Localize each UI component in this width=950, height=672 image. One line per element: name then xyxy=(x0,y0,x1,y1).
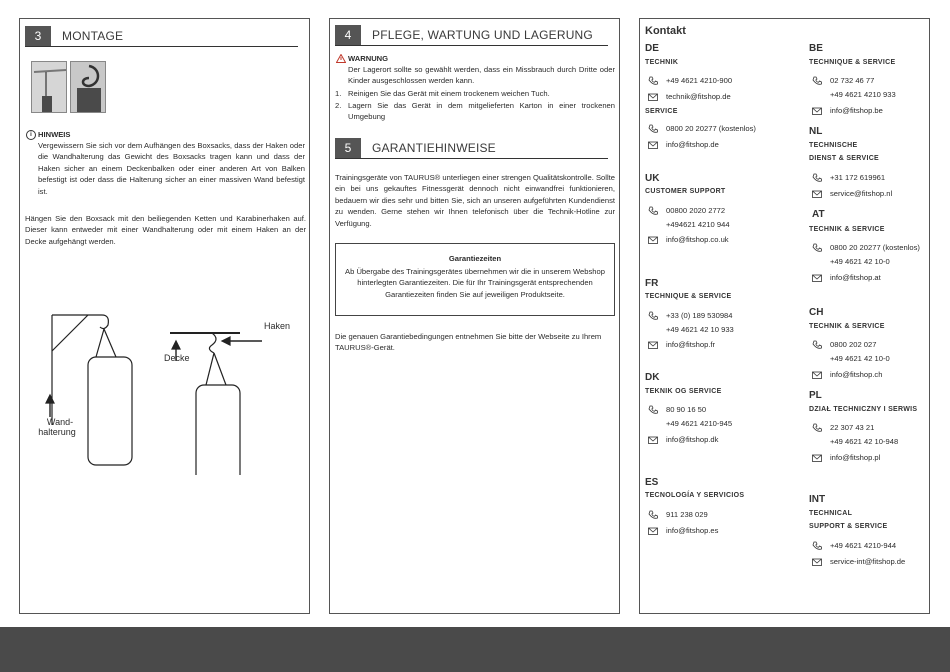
garantie-text: Trainingsgeräte von TAURUS® unterliegen einer strengen Qualitätskontrolle. Sollte ein bei uns gekauftes Fitnessgerät dennoch nicht einwandfrei funktionieren, bedauern wir dies sehr und bitten Sie, sich an unseren aufgeführten Kundendienst zu wenden. Gerne stehen wir Ihnen telefonisch über die Technik-Hotline zur Verfügung. xyxy=(335,173,615,228)
phone-icon xyxy=(648,510,658,520)
montage-panel xyxy=(19,18,310,614)
email-link[interactable]: technik@fitshop.de xyxy=(666,92,731,101)
section-title: MONTAGE xyxy=(62,29,124,43)
phone-icon xyxy=(648,405,658,415)
contact-label: SERVICE xyxy=(645,108,678,115)
phone-number[interactable]: +494621 4210 944 xyxy=(666,220,730,229)
hinweis-label: HINWEIS xyxy=(38,130,71,139)
phone-number[interactable]: 0800 20 20277 (kostenlos) xyxy=(830,243,920,252)
phone-icon xyxy=(648,311,658,321)
mail-icon xyxy=(812,370,822,380)
hinweis-text: Vergewissern Sie sich vor dem Aufhängen des Boxsacks, dass der Haken oder die Wandhalterung das Gewicht des Boxsacks tragen kann und dass der Haken sicher an einem Deckenbalken oder einer anderen Art von Balken befestigt ist oder dass die Halterung sicher an einer massiven Wand befestigt ist. xyxy=(38,141,305,196)
country-code: AT xyxy=(812,209,825,220)
garantie-box-title: Garantiezeiten xyxy=(448,254,502,263)
section-number: 5 xyxy=(335,138,361,158)
contact-label: TECHNIQUE & SERVICE xyxy=(809,59,896,66)
country-code: PL xyxy=(809,390,822,401)
label-wand: Wand- xyxy=(46,417,74,427)
country-code: INT xyxy=(809,494,826,505)
phone-number[interactable]: +49 4621 42 10 933 xyxy=(666,325,734,334)
warning-icon xyxy=(336,54,346,63)
montage-instruction: Hängen Sie den Boxsack mit den beiliegenden Ketten und Karabinerhaken auf. Dieser kann entweder mit einer Wandhalterung oder mit einem Haken an der Decke aufgehängt werden. xyxy=(25,214,306,246)
phone-icon xyxy=(812,243,822,253)
contact-label: TECHNIK & SERVICE xyxy=(809,323,885,330)
phone-icon xyxy=(812,541,822,551)
garantie-header xyxy=(335,138,608,159)
section-number: 4 xyxy=(335,25,361,45)
phone-icon xyxy=(812,340,822,350)
phone-icon xyxy=(812,76,822,86)
contact-label: DZIAŁ TECHNICZNY I SERWIS xyxy=(809,406,918,413)
country-code: CH xyxy=(809,307,824,318)
country-code: ES xyxy=(645,477,659,488)
mail-icon xyxy=(648,140,658,150)
montage-photo-2 xyxy=(70,61,106,113)
phone-number[interactable]: +49 4621 4210-945 xyxy=(666,419,733,428)
contact-panel xyxy=(639,18,930,614)
country-code: DK xyxy=(645,372,660,383)
phone-icon xyxy=(812,173,822,183)
list-item: Reinigen Sie das Gerät mit einem trockenem weichen Tuch. xyxy=(348,89,550,98)
country-code: BE xyxy=(809,43,823,54)
montage-header xyxy=(25,26,298,47)
email-link[interactable]: service-int@fitshop.de xyxy=(830,557,906,566)
mail-icon xyxy=(812,453,822,463)
contact-label: SUPPORT & SERVICE xyxy=(809,523,888,530)
contact-label: TECHNIK xyxy=(645,59,679,66)
phone-number[interactable]: +49 4621 42 10-0 xyxy=(830,354,890,363)
label-decke: Decke xyxy=(164,353,190,363)
phone-number[interactable]: 22 307 43 21 xyxy=(830,423,875,432)
garantie-box xyxy=(335,243,615,316)
footer-bar xyxy=(0,627,950,672)
mail-icon xyxy=(812,273,822,283)
contact-label: TECNOLOGÍA Y SERVICIOS xyxy=(645,492,745,499)
email-link[interactable]: service@fitshop.nl xyxy=(830,189,893,198)
contact-label: TECHNICAL xyxy=(809,510,853,517)
warning-label: WARNUNG xyxy=(348,54,389,63)
country-code: UK xyxy=(645,173,660,184)
email-link[interactable]: info@fitshop.ch xyxy=(830,370,883,379)
phone-icon xyxy=(648,124,658,134)
phone-number[interactable]: +33 (0) 189 530984 xyxy=(666,311,733,320)
contact-title: Kontakt xyxy=(645,25,686,37)
contact-label: TECHNISCHE xyxy=(809,142,858,149)
mail-icon xyxy=(812,557,822,567)
label-haken: Haken xyxy=(264,321,291,331)
mail-icon xyxy=(648,526,658,536)
phone-icon xyxy=(812,423,822,433)
contact-label: CUSTOMER SUPPORT xyxy=(645,188,726,195)
warning-text: Der Lagerort sollte so gewählt werden, dass ein Missbrauch durch Dritte oder Kinder ausgeschlossen werden kann. xyxy=(348,65,615,86)
list-item-number: 1. xyxy=(335,89,342,98)
list-item: Lagern Sie das Gerät in dem mitgelieferten Karton in einer trockenen Umgebung xyxy=(348,101,615,122)
phone-number[interactable]: +49 4621 4210 933 xyxy=(830,90,896,99)
garantie-footer-text: Die genauen Garantiebedingungen entnehmen Sie bitte der Webseite zu Ihrem TAURUS®-Gerät. xyxy=(335,332,602,353)
phone-number[interactable]: +49 4621 4210-900 xyxy=(666,76,733,85)
list-item-number: 2. xyxy=(335,101,342,110)
contact-label: TECHNIK & SERVICE xyxy=(809,226,885,233)
contact-label: TECHNIQUE & SERVICE xyxy=(645,293,732,300)
email-link[interactable]: info@fitshop.es xyxy=(666,526,719,535)
phone-number[interactable]: +49 4621 42 10-948 xyxy=(830,437,899,446)
phone-number[interactable]: +49 4621 4210-944 xyxy=(830,541,897,550)
section-title: PFLEGE, WARTUNG UND LAGERUNG xyxy=(372,28,593,42)
section-number: 3 xyxy=(25,26,51,46)
country-code: FR xyxy=(645,278,659,289)
email-link[interactable]: info@fitshop.dk xyxy=(666,435,719,444)
mail-icon xyxy=(648,92,658,102)
phone-number[interactable]: 0800 20 20277 (kostenlos) xyxy=(666,124,756,133)
mail-icon xyxy=(648,435,658,445)
email-link[interactable]: info@fitshop.pl xyxy=(830,453,881,462)
section-title: GARANTIEHINWEISE xyxy=(372,141,496,155)
garantie-box-text: Ab Übergabe des Trainingsgerätes übernehmen wir die in unserem Webshop hinterlegten Garantiezeiten. Die für Ihr Trainingsgerät entsprechenden Garantiezeiten finden Sie auf jeweiligen Produktseite. xyxy=(345,267,605,299)
care-warranty-panel xyxy=(329,18,620,614)
pflege-header xyxy=(335,25,608,46)
email-link[interactable]: info@fitshop.de xyxy=(666,140,719,149)
mail-icon xyxy=(648,235,658,245)
phone-icon xyxy=(648,76,658,86)
contact-label: DIENST & SERVICE xyxy=(809,155,880,162)
contact-label: TEKNIK OG SERVICE xyxy=(645,388,722,395)
phone-number[interactable]: 0800 202 027 xyxy=(830,340,877,349)
mail-icon xyxy=(648,340,658,350)
phone-number[interactable]: 80 90 16 50 xyxy=(666,405,707,414)
phone-number[interactable]: 02 732 46 77 xyxy=(830,76,875,85)
country-code: DE xyxy=(645,43,659,54)
label-halterung: halterung xyxy=(38,427,76,437)
email-link[interactable]: info@fitshop.fr xyxy=(666,340,716,349)
email-link[interactable]: info@fitshop.co.uk xyxy=(666,235,729,244)
montage-photo-1 xyxy=(31,61,67,113)
info-icon: i xyxy=(26,130,36,140)
email-link[interactable]: info@fitshop.be xyxy=(830,106,883,115)
mail-icon xyxy=(812,106,822,116)
email-link[interactable]: info@fitshop.at xyxy=(830,273,881,282)
phone-number[interactable]: 00800 2020 2772 xyxy=(666,206,726,215)
phone-number[interactable]: +49 4621 42 10-0 xyxy=(830,257,890,266)
country-code: NL xyxy=(809,126,823,137)
phone-number[interactable]: +31 172 619961 xyxy=(830,173,886,182)
phone-icon xyxy=(648,206,658,216)
phone-number[interactable]: 911 238 029 xyxy=(666,510,708,519)
mail-icon xyxy=(812,189,822,199)
